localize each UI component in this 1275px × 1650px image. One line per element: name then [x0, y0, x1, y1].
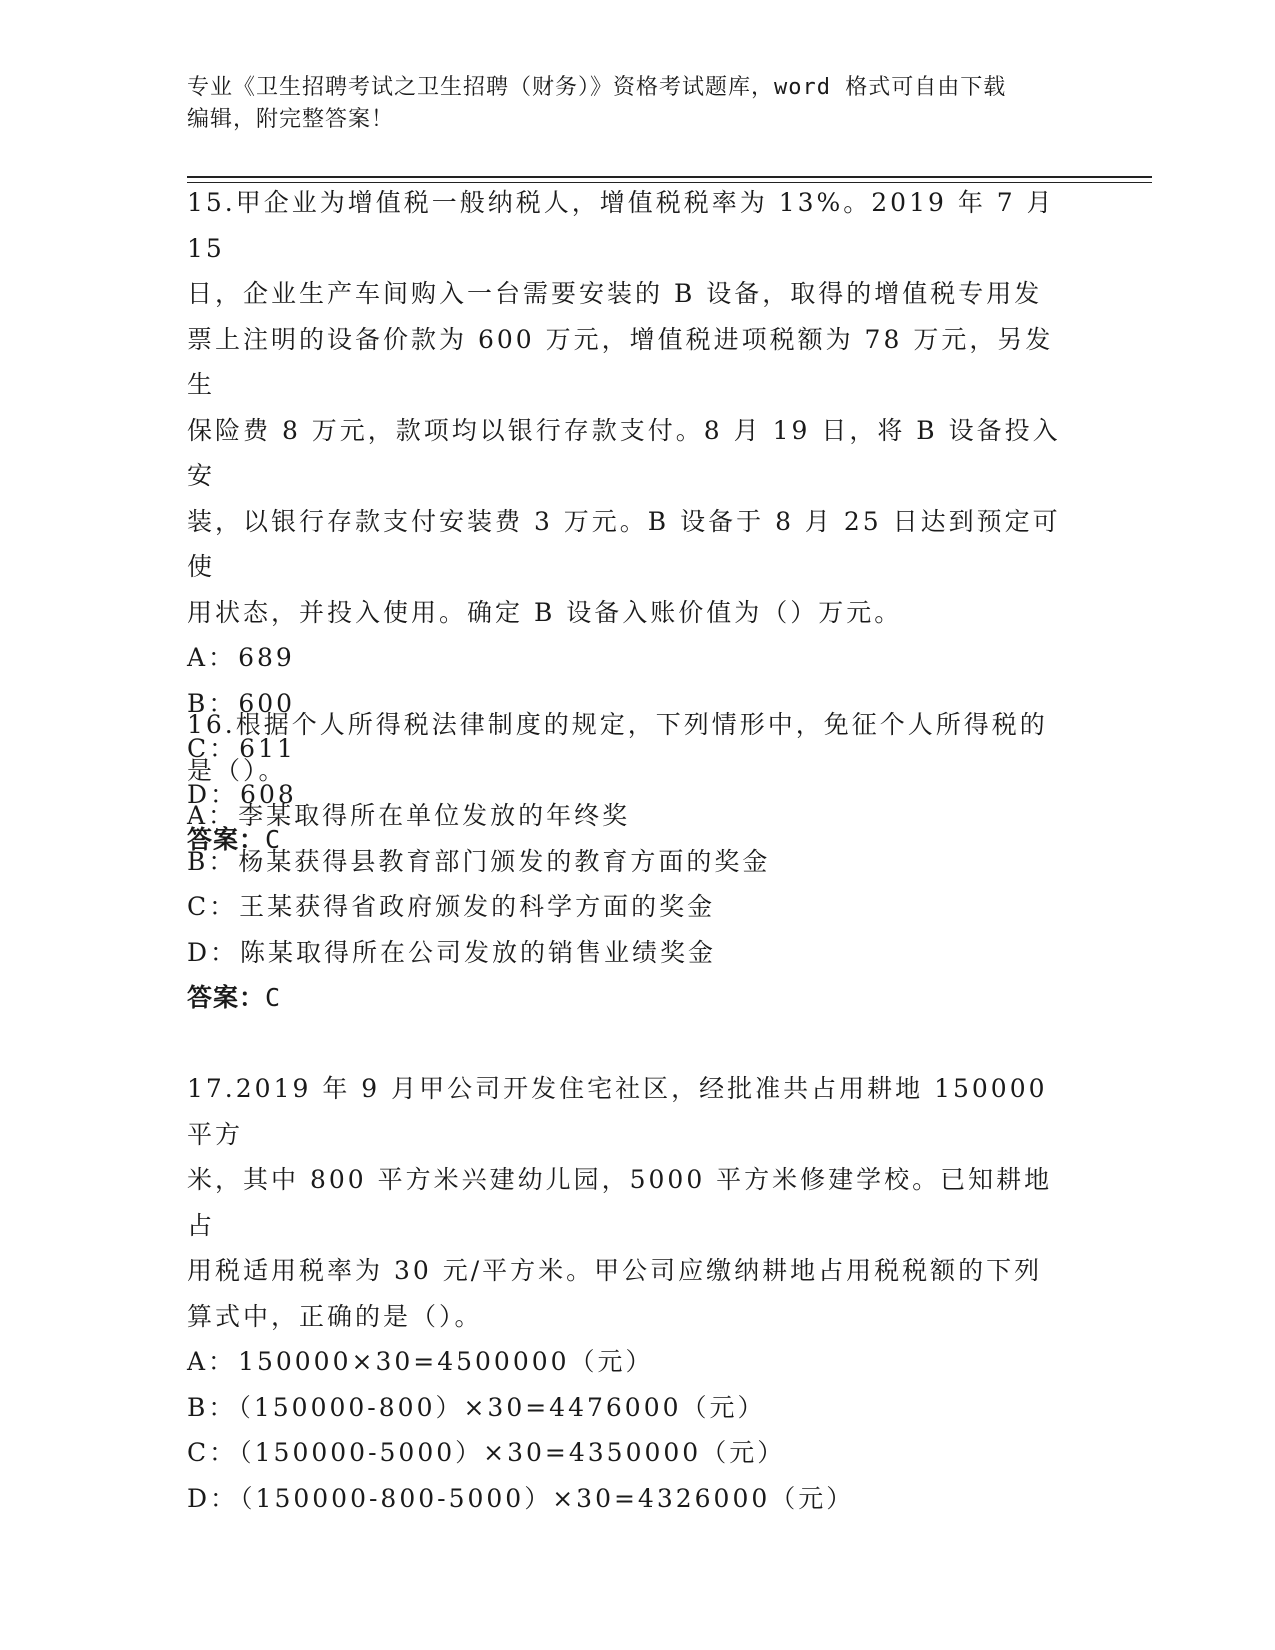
header-line-1: 专业《卫生招聘考试之卫生招聘（财务）》资格考试题库，word 格式可自由下载 — [187, 75, 1007, 100]
option-text: （150000-800）×30=4476000（元） — [238, 1392, 766, 1422]
question-stem-line: 15.甲企业为增值税一般纳税人，增值税税率为 13%。2019 年 7 月 15 — [187, 188, 1055, 263]
option-text: 608 — [240, 779, 297, 809]
question-stem-line: 算式中，正确的是（）。 — [187, 1301, 483, 1331]
option-text: 611 — [239, 734, 296, 763]
question-stem-line: 16.根据个人所得税法律制度的规定，下列情形中，免征个人所得税的 — [187, 710, 1048, 739]
option-letter: A： — [187, 1347, 237, 1376]
option-letter: B： — [187, 1392, 237, 1422]
option-letter: D： — [187, 1483, 239, 1513]
option-a — [187, 793, 1067, 839]
question-stem-line: 票上注明的设备价款为 600 万元，增值税进项税额为 78 万元，另发生 — [187, 324, 1054, 399]
answer-value: C — [265, 825, 282, 854]
question-17 — [187, 1066, 1067, 1521]
option-text: 杨某获得县教育部门颁发的教育方面的奖金 — [238, 846, 771, 876]
option-letter: B： — [187, 688, 237, 718]
option-text: 600 — [238, 688, 296, 718]
document-header — [187, 72, 1067, 136]
option-b — [187, 839, 1067, 885]
option-b — [187, 1385, 1067, 1431]
option-d — [187, 930, 1067, 976]
option-a — [187, 635, 1067, 681]
option-letter: A： — [187, 801, 237, 830]
question-stem-line: 是（）。 — [187, 755, 287, 785]
option-text: 王某获得省政府颁发的科学方面的奖金 — [239, 892, 716, 921]
option-c — [187, 1430, 1067, 1476]
option-c — [187, 884, 1067, 930]
question-stem-line: 日，企业生产车间购入一台需要安装的 B 设备，取得的增值税专用发 — [187, 279, 1043, 308]
question-16 — [187, 702, 1067, 1021]
answer-line — [187, 975, 1067, 1021]
option-text: （150000-5000）×30=4350000（元） — [239, 1438, 786, 1467]
option-d — [187, 1476, 1067, 1522]
question-stem-line: 用状态，并投入使用。确定 B 设备入账价值为（）万元。 — [187, 597, 903, 627]
option-letter: B： — [187, 846, 237, 876]
option-letter: C： — [187, 1438, 238, 1467]
header-divider — [187, 176, 1152, 178]
option-text: （150000-800-5000）×30=4326000（元） — [240, 1483, 855, 1513]
question-stem-line: 装，以银行存款支付安装费 3 万元。B 设备于 8 月 25 日达到预定可使 — [187, 506, 1061, 581]
question-stem-line: 用税适用税率为 30 元/平方米。甲公司应缴纳耕地占用税税额的下列 — [187, 1256, 1043, 1285]
option-letter: C： — [187, 892, 238, 921]
option-letter: D： — [187, 779, 239, 809]
answer-label: 答案： — [187, 983, 266, 1012]
question-stem-line: 17.2019 年 9 月甲公司开发住宅社区，经批准共占用耕地 150000 平方 — [187, 1074, 1048, 1149]
question-stem-line: 米，其中 800 平方米兴建幼儿园，5000 平方米修建学校。已知耕地占 — [187, 1165, 1053, 1240]
option-text: 陈某取得所在公司发放的销售业绩奖金 — [240, 937, 717, 967]
option-text: 李某取得所在单位发放的年终奖 — [238, 801, 631, 830]
option-text: 689 — [238, 643, 295, 672]
header-line-2: 编辑，附完整答案！ — [187, 107, 395, 132]
question-stem-line: 保险费 8 万元，款项均以银行存款支付。8 月 19 日，将 B 设备投入安 — [187, 415, 1061, 490]
option-text: 150000×30=4500000（元） — [238, 1347, 654, 1376]
answer-value: C — [265, 983, 282, 1012]
option-a — [187, 1339, 1067, 1385]
answer-label: 答案： — [187, 825, 266, 854]
option-letter: D： — [187, 937, 239, 967]
option-letter: C： — [187, 734, 238, 763]
option-letter: A： — [187, 643, 237, 672]
